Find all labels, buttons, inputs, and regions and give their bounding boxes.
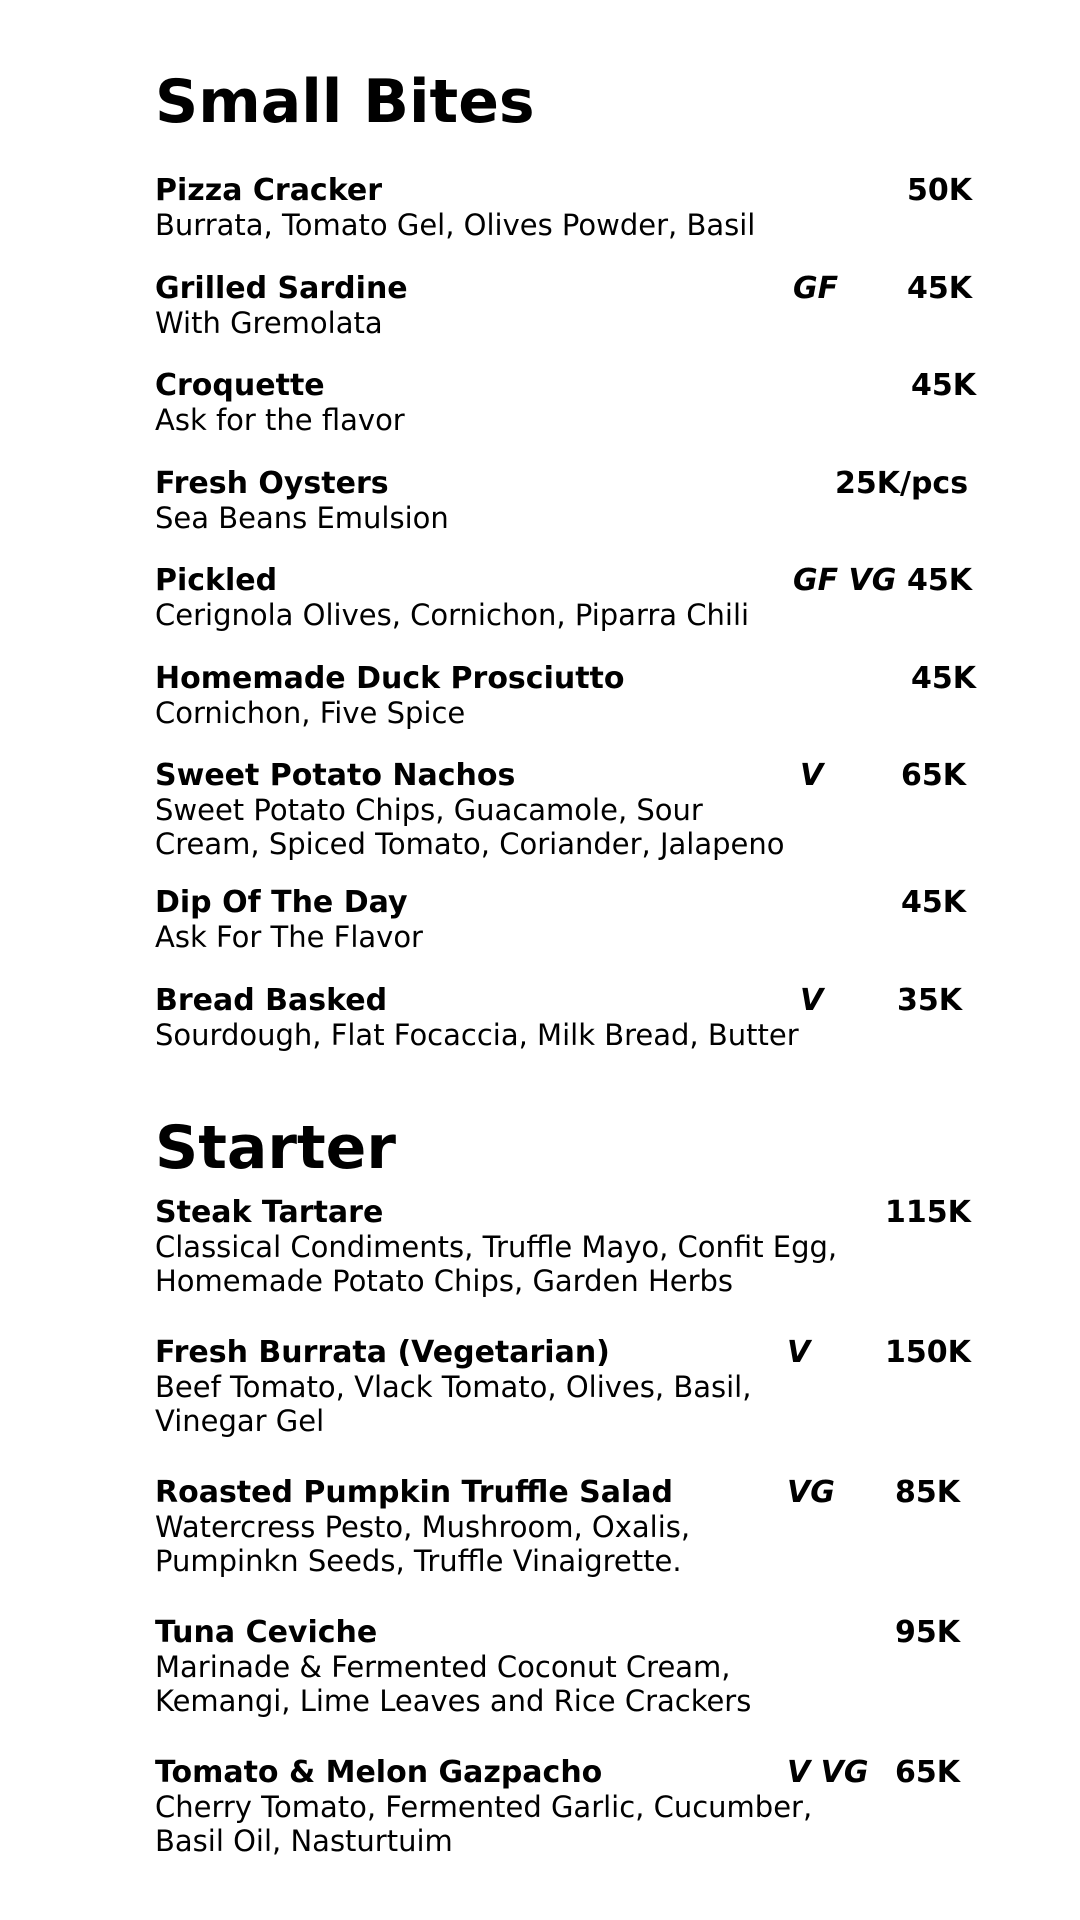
item-price: 95K [895, 1615, 960, 1650]
menu-item-tuna-ceviche [155, 1616, 975, 1718]
item-price: 45K [907, 563, 972, 598]
menu-item-fresh-burrata [155, 1336, 975, 1438]
item-name: Homemade Duck Prosciutto [155, 661, 625, 696]
dietary-tag: GF VG [793, 563, 897, 598]
menu-item-bread-basked [155, 984, 975, 1052]
menu-item-steak-tartare [155, 1196, 975, 1298]
item-description: Classical Condiments, Truffle Mayo, Confit Egg, Homemade Potato Chips, Garden Herbs [155, 1230, 838, 1298]
item-price: 150K [885, 1335, 971, 1370]
item-description: Ask For The Flavor [155, 920, 423, 954]
item-name: Grilled Sardine [155, 271, 408, 306]
menu-item-pickled [155, 564, 975, 632]
item-price: 45K [907, 271, 972, 306]
item-price: 25K/pcs [835, 466, 969, 501]
dietary-tag: V [787, 1335, 811, 1370]
item-name: Bread Basked [155, 983, 388, 1018]
item-description: With Gremolata [155, 306, 383, 340]
menu-item-pumpkin-truffle-salad [155, 1476, 975, 1578]
menu-item-fresh-oysters [155, 467, 975, 535]
dietary-tag: GF [793, 271, 839, 306]
item-description: Cornichon, Five Spice [155, 696, 466, 730]
item-name: Steak Tartare [155, 1195, 384, 1230]
item-description: Watercress Pesto, Mushroom, Oxalis, Pumpinkn Seeds, Truffle Vinaigrette. [155, 1510, 691, 1578]
item-price: 50K [907, 173, 972, 208]
menu-item-pizza-cracker [155, 174, 975, 242]
item-description: Ask for the flavor [155, 403, 405, 437]
item-name: Pizza Cracker [155, 173, 383, 208]
item-description: Marinade & Fermented Coconut Cream, Kemangi, Lime Leaves and Rice Crackers [155, 1650, 752, 1718]
menu-item-tomato-melon-gazpacho [155, 1756, 975, 1858]
item-name: Tuna Ceviche [155, 1615, 378, 1650]
item-description: Burrata, Tomato Gel, Olives Powder, Basil [155, 208, 756, 242]
item-price: 85K [895, 1475, 960, 1510]
item-name: Sweet Potato Nachos [155, 758, 516, 793]
dietary-tag: VG [787, 1475, 835, 1510]
item-name: Dip Of The Day [155, 885, 408, 920]
item-price: 35K [897, 983, 962, 1018]
item-price: 45K [911, 368, 976, 403]
dietary-tag: V VG [787, 1755, 869, 1790]
dietary-tag: V [800, 983, 824, 1018]
item-description: Cerignola Olives, Cornichon, Piparra Chili [155, 598, 750, 632]
dietary-tag: V [800, 758, 824, 793]
menu-item-duck-prosciutto [155, 662, 975, 730]
item-description: Sourdough, Flat Focaccia, Milk Bread, Butter [155, 1018, 799, 1052]
section-title-starter: Starter [155, 1113, 396, 1183]
menu-item-croquette [155, 369, 975, 437]
item-price: 65K [901, 758, 966, 793]
item-description: Cherry Tomato, Fermented Garlic, Cucumber, Basil Oil, Nasturtuim [155, 1790, 813, 1858]
item-name: Roasted Pumpkin Truffle Salad [155, 1475, 673, 1510]
item-name: Pickled [155, 563, 278, 598]
section-title-small-bites: Small Bites [155, 67, 535, 137]
item-description: Sea Beans Emulsion [155, 501, 449, 535]
menu-item-grilled-sardine [155, 272, 975, 340]
item-name: Tomato & Melon Gazpacho [155, 1755, 603, 1790]
item-price: 65K [895, 1755, 960, 1790]
menu-item-sweet-potato-nachos [155, 759, 975, 861]
item-description: Beef Tomato, Vlack Tomato, Olives, Basil, Vinegar Gel [155, 1370, 752, 1438]
item-description: Sweet Potato Chips, Guacamole, Sour Cream, Spiced Tomato, Coriander, Jalapeno [155, 793, 785, 861]
item-name: Croquette [155, 368, 325, 403]
item-price: 115K [885, 1195, 971, 1230]
item-name: Fresh Oysters [155, 466, 389, 501]
item-name: Fresh Burrata (Vegetarian) [155, 1335, 610, 1370]
item-price: 45K [911, 661, 976, 696]
menu-item-dip-of-the-day [155, 886, 975, 954]
item-price: 45K [901, 885, 966, 920]
